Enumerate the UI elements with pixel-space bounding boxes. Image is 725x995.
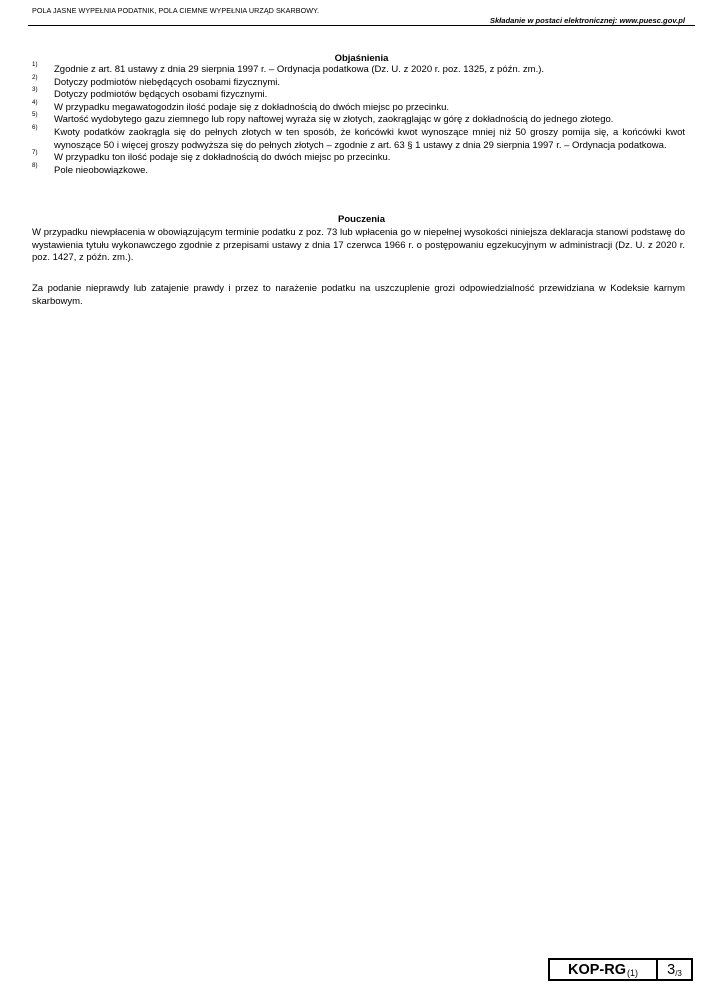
explanation-text: Dotyczy podmiotów będących osobami fizycznymi. — [54, 89, 268, 101]
explanation-item — [32, 61, 685, 77]
form-code: KOP-RG — [568, 961, 626, 978]
footnote-marker: 3) — [32, 86, 38, 94]
form-version: (1) — [627, 967, 638, 978]
explanation-text: Wartość wydobytego gazu ziemnego lub ropy naftowej wyraża się w złotych, zaokrąglając w górę z dokładnością do jednego złotego. — [54, 114, 614, 126]
explanation-text: Zgodnie z art. 81 ustawy z dnia 29 sierpnia 1997 r. – Ordynacja podatkowa (Dz. U. z 2020 r. poz. 1325, z późn. zm.). — [54, 64, 545, 75]
header-divider — [28, 25, 695, 26]
explanation-text: W przypadku ton ilość podaje się z dokładnością do dwóch miejsc po przecinku. — [54, 152, 391, 164]
footnote-marker: 5) — [32, 111, 38, 119]
form-code-box — [548, 958, 658, 981]
instructions-enforcement-paragraph: W przypadku niewpłacenia w obowiązującym terminie podatku z poz. 73 lub wpłacenia go w niepełnej wysokości niniejsza deklaracja stanowi podstawę do wystawienia tytułu wykonawczego zgodnie z przepisami ustawy z dnia 17 czerwca 1966 r. o postępowaniu egzekucyjnym w administracji (Dz. U. z 2020 r. poz. 1427, z późn. zm.). — [32, 227, 685, 264]
explanation-item — [32, 73, 685, 90]
explanation-item — [32, 86, 685, 102]
footnote-marker: 7) — [32, 149, 38, 157]
footnote-marker: 1) — [32, 61, 38, 68]
form-fill-instruction: POLA JASNE WYPEŁNIA PODATNIK, POLA CIEMNE WYPEŁNIA URZĄD SKARBOWY. — [32, 6, 320, 15]
explanations-heading: Objaśnienia — [334, 53, 389, 64]
explanation-text: Pole nieobowiązkowe. — [54, 164, 149, 176]
explanation-text: Kwoty podatków zaokrągla się do pełnych złotych w ten sposób, że końcówki kwot wynoszące mniej niż 50 groszy pomija się, a końcówki kwot wynoszące 50 i więcej groszy podwyższa się do pełnych złotych – zgodnie z art. 63 § 1 ustawy z dnia 29 sierpnia 1997 r. – Ordynacja podatkowa. — [54, 126, 685, 151]
explanation-text: Dotyczy podmiotów niebędących osobami fizycznymi. — [54, 76, 280, 88]
footnote-marker: 4) — [32, 98, 38, 106]
explanation-item — [32, 149, 685, 165]
electronic-submission-note: Składanie w postaci elektronicznej: www.puesc.gov.pl — [489, 16, 685, 25]
explanation-item — [32, 123, 685, 152]
instructions-liability-paragraph: Za podanie nieprawdy lub zatajenie prawdy i przez to narażenie podatku na uszczuplenie grozi odpowiedzialność przewidziana w Kodeksie karnym skarbowym. — [32, 283, 685, 307]
explanation-item — [32, 111, 685, 127]
explanation-item — [32, 161, 685, 178]
footnote-marker: 6) — [32, 123, 38, 131]
explanations-list — [32, 61, 685, 177]
footnote-marker: 8) — [32, 161, 38, 169]
footnote-marker: 2) — [32, 73, 38, 81]
instructions-heading: Pouczenia — [338, 214, 385, 225]
page-number-box — [656, 958, 693, 981]
page-total: /3 — [675, 968, 682, 978]
page-current: 3 — [667, 961, 676, 978]
explanation-item — [32, 98, 685, 115]
explanation-text: W przypadku megawatogodzin ilość podaje się z dokładnością do dwóch miejsc po przecinku. — [54, 101, 449, 113]
